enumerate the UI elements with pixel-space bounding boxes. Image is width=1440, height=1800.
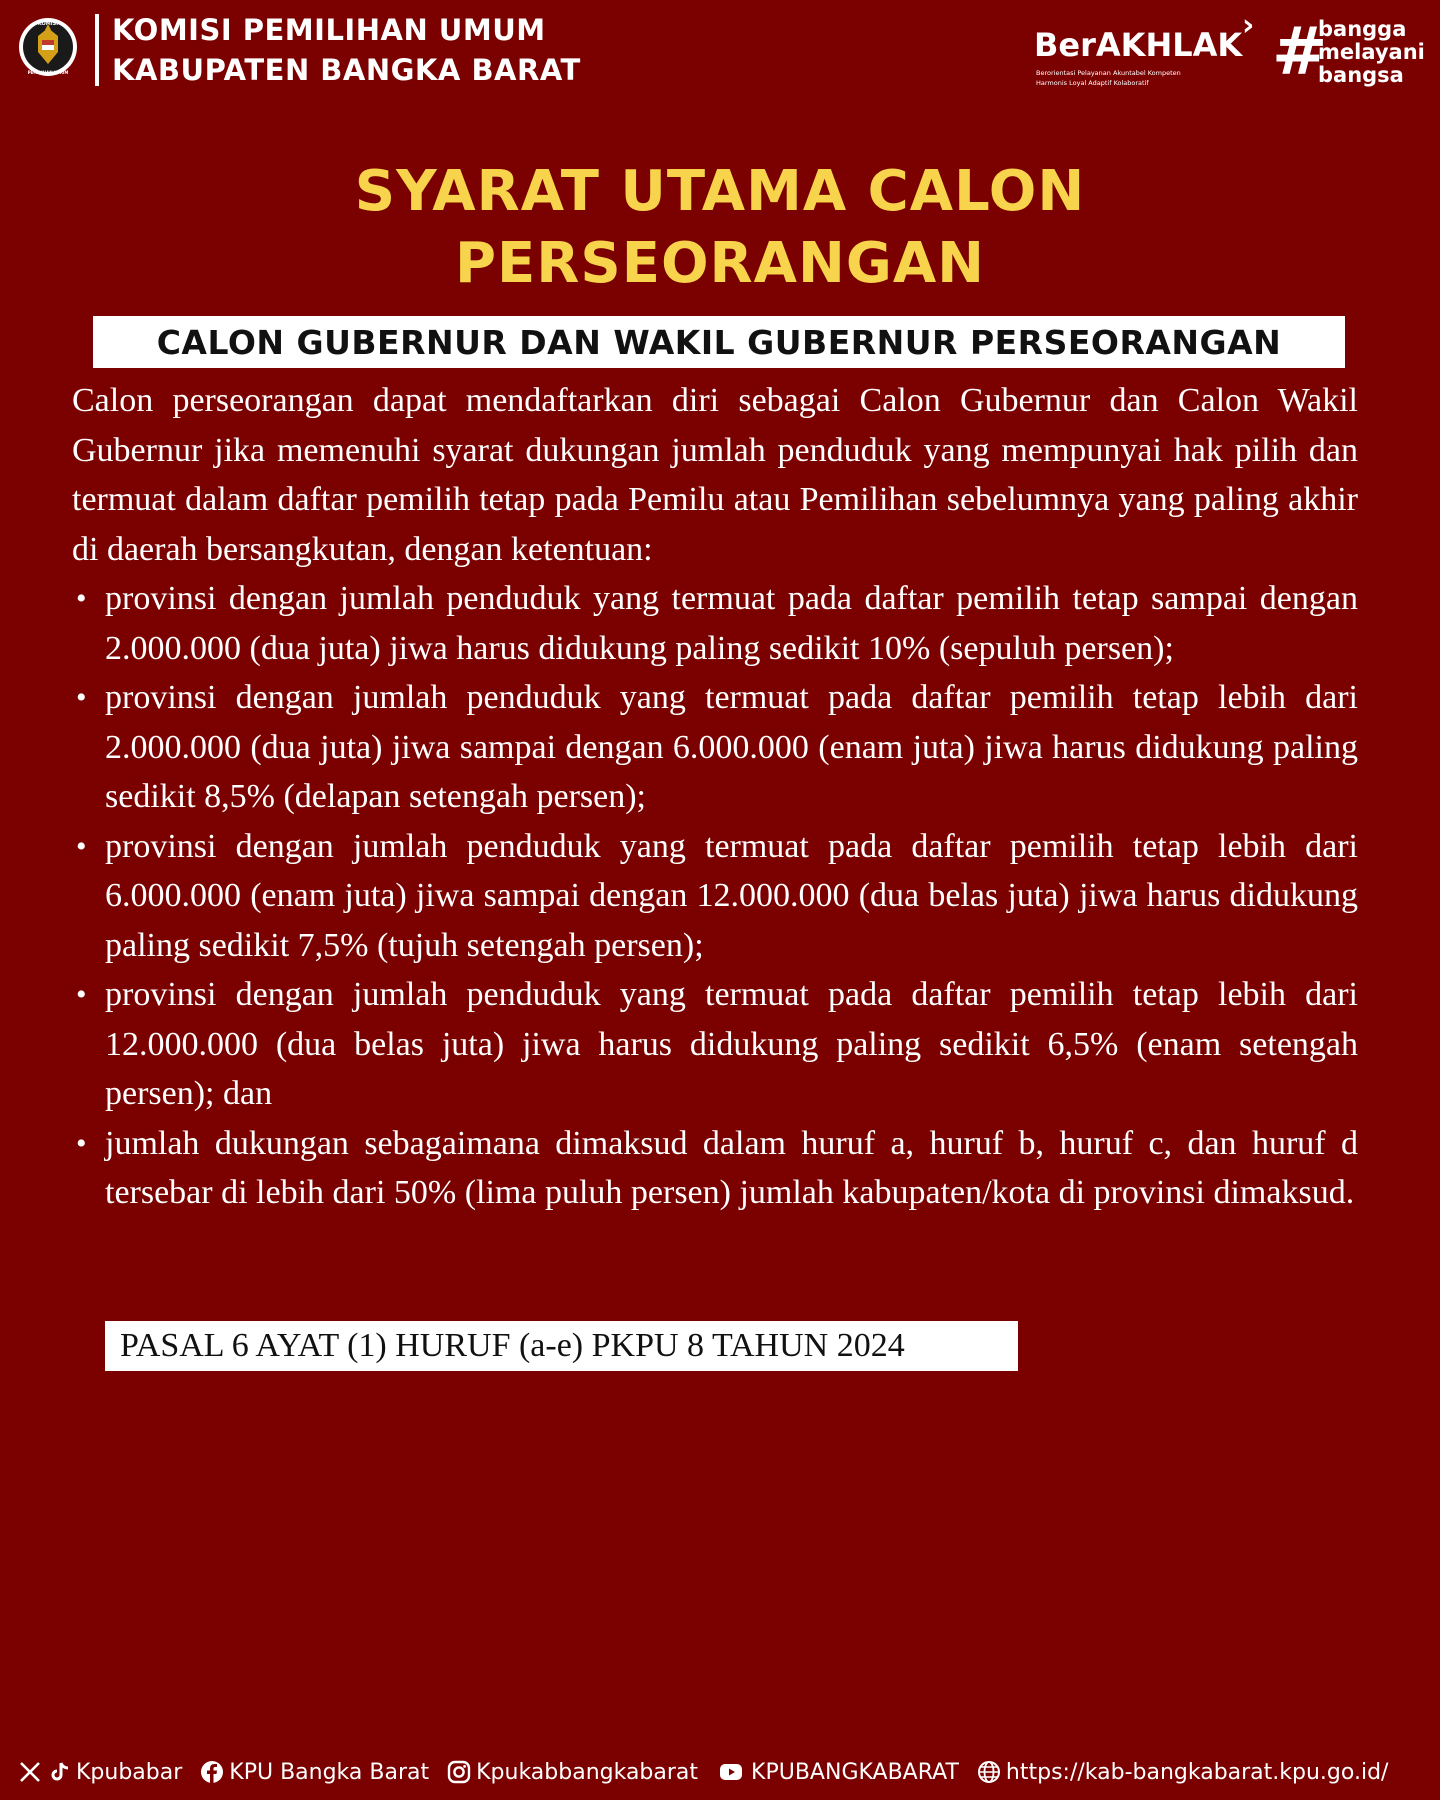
facebook-icon <box>200 1760 224 1784</box>
bullet-icon: • <box>76 681 87 714</box>
list-item <box>72 574 1358 673</box>
organization-line-2: KABUPATEN BANGKA BARAT <box>112 53 581 87</box>
berakhlak-tagline-2: Harmonis Loyal Adaptif Kolaboratif <box>1036 79 1149 87</box>
footer-facebook-label: KPU Bangka Barat <box>229 1759 430 1785</box>
page-title <box>0 156 1440 300</box>
content-body <box>72 376 1358 1218</box>
footer-youtube-label: KPUBANGKABARAT <box>751 1759 959 1785</box>
header <box>0 0 1440 100</box>
berakhlak-wordmark: BerAKHLAK <box>1034 26 1243 64</box>
chevron-icon: › <box>1242 8 1255 43</box>
legal-reference-box: PASAL 6 AYAT (1) HURUF (a-e) PKPU 8 TAHUN 2024 <box>105 1321 1018 1371</box>
x-icon <box>18 1760 42 1784</box>
intro-paragraph: Calon perseorangan dapat mendaftarkan diri sebagai Calon Gubernur dan Calon Wakil Gubernur jika memenuhi syarat dukungan jumlah penduduk yang mempunyai hak pilih dan termuat dalam daftar pemilih tetap pada Pemilu atau Pemilihan sebelumnya yang paling akhir di daerah bersangkutan, dengan ketentuan: <box>72 382 1358 568</box>
list-item-text: provinsi dengan jumlah penduduk yang termuat pada daftar pemilih tetap lebih dari 6.000.000 (enam juta) jiwa sampai dengan 12.000.000 (dua belas juta) jiwa harus didukung paling sedikit 7,5% (tujuh setengah persen); <box>105 827 1358 964</box>
berakhlak-tagline-1: Berorientasi Pelayanan Akuntabel Kompeten <box>1036 69 1181 77</box>
list-item-text: jumlah dukungan sebagaimana dimaksud dalam huruf a, huruf b, huruf c, dan huruf d tersebar di lebih dari 50% (lima puluh persen) jumlah kabupaten/kota di provinsi dimaksud. <box>105 1124 1358 1211</box>
hashtag-line-3: bangsa <box>1318 63 1404 87</box>
svg-text:KOMISI: KOMISI <box>37 21 59 27</box>
hashtag-text <box>1318 18 1425 87</box>
organization-line-1: KOMISI PEMILIHAN UMUM <box>112 13 546 47</box>
hashtag-icon: # <box>1272 13 1328 90</box>
globe-icon <box>977 1760 1001 1784</box>
page-title-line-1: SYARAT UTAMA CALON <box>354 159 1086 224</box>
footer-instagram[interactable] <box>447 1760 698 1785</box>
organization-name <box>112 10 581 90</box>
bangga-melayani-bangsa-logo <box>1272 13 1432 90</box>
footer-x-tiktok-label: Kpubabar <box>76 1759 183 1785</box>
footer-facebook[interactable] <box>200 1760 429 1785</box>
footer-website-label: https://kab-bangkabarat.kpu.go.id/ <box>1005 1759 1389 1785</box>
social-footer <box>18 1754 1428 1790</box>
list-item-text: provinsi dengan jumlah penduduk yang termuat pada daftar pemilih tetap lebih dari 2.000.000 (dua juta) jiwa sampai dengan 6.000.000 (enam juta) jiwa harus didukung paling sedikit 8,5% (delapan setengah persen); <box>105 679 1358 815</box>
bullet-icon: • <box>76 978 87 1011</box>
list-item-text: provinsi dengan jumlah penduduk yang termuat pada daftar pemilih tetap lebih dari 12.000.000 (dua belas juta) jiwa harus didukung paling sedikit 6,5% (enam setengah persen); dan <box>105 976 1358 1112</box>
footer-x-tiktok[interactable] <box>18 1760 182 1785</box>
bullet-icon: • <box>76 1126 87 1160</box>
subtitle-banner: CALON GUBERNUR DAN WAKIL GUBERNUR PERSEORANGAN <box>93 316 1345 368</box>
footer-website[interactable] <box>977 1760 1389 1785</box>
header-divider <box>95 14 99 86</box>
page-title-line-2: PERSEORANGAN <box>454 231 986 296</box>
bullet-icon: • <box>76 829 87 863</box>
hashtag-line-2: melayani <box>1318 40 1425 64</box>
youtube-icon <box>716 1760 746 1784</box>
kpu-logo-icon <box>18 14 78 80</box>
list-item <box>72 822 1358 971</box>
tiktok-icon <box>47 1760 71 1784</box>
hashtag-line-1: bangga <box>1318 17 1407 41</box>
bullet-icon: • <box>76 582 87 615</box>
list-item <box>72 1119 1358 1218</box>
footer-instagram-label: Kpukabbangkabarat <box>476 1759 699 1785</box>
instagram-icon <box>447 1760 471 1784</box>
berakhlak-tagline <box>1036 68 1256 88</box>
list-item <box>72 970 1358 1119</box>
svg-text:PEMILIHAN UMUM: PEMILIHAN UMUM <box>27 70 69 75</box>
requirements-list <box>72 574 1358 1218</box>
berakhlak-logo <box>1034 8 1274 96</box>
footer-youtube[interactable] <box>716 1760 959 1785</box>
list-item <box>72 673 1358 822</box>
list-item-text: provinsi dengan jumlah penduduk yang termuat pada daftar pemilih tetap sampai dengan 2.000.000 (dua juta) jiwa harus didukung paling sedikit 10% (sepuluh persen); <box>105 580 1358 667</box>
